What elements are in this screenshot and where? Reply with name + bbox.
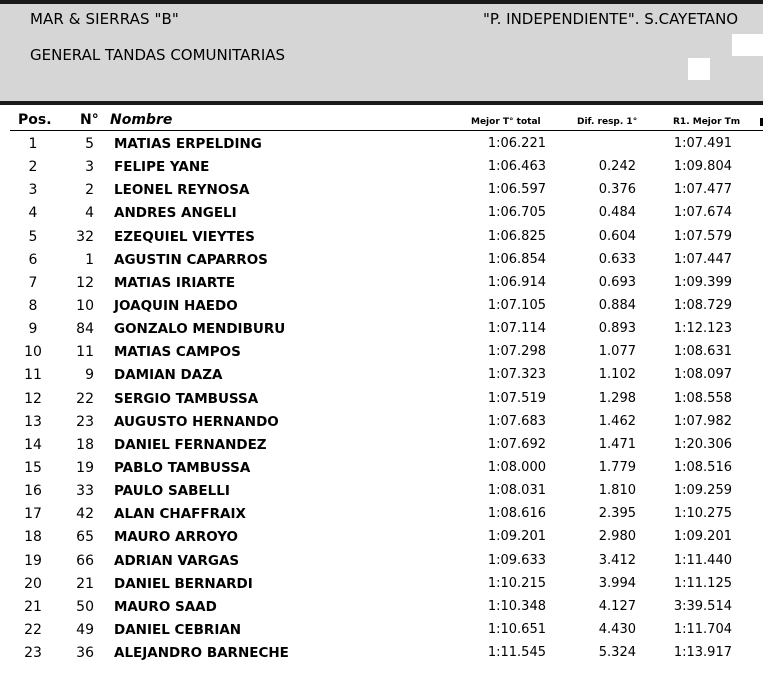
gap-cell: 1.077 <box>598 344 636 360</box>
driver-name-cell: GONZALO MENDIBURU <box>114 321 286 338</box>
best-time-cell: 1:07.519 <box>487 390 546 406</box>
position-cell: 14 <box>24 436 42 453</box>
best-time-cell: 1:09.633 <box>487 552 546 568</box>
car-number-cell: 49 <box>76 621 94 638</box>
best-time-cell: 1:07.692 <box>487 436 546 452</box>
logo-block-large <box>732 34 763 56</box>
column-header-r1-best: R1. Mejor Tm <box>673 117 741 127</box>
position-cell: 7 <box>28 274 38 291</box>
best-time-cell: 1:07.105 <box>487 297 546 313</box>
gap-cell: 3.412 <box>598 552 636 568</box>
car-number-cell: 2 <box>85 182 94 199</box>
best-time-cell: 1:06.705 <box>487 205 546 221</box>
driver-name-cell: LEONEL REYNOSA <box>114 182 250 199</box>
header-divider <box>0 101 763 105</box>
car-number-cell: 19 <box>76 459 94 476</box>
position-cell: 6 <box>28 251 38 268</box>
best-time-cell: 1:06.597 <box>487 182 546 198</box>
position-cell: 21 <box>24 598 42 615</box>
column-header-rule <box>10 130 763 131</box>
gap-cell: 2.395 <box>598 506 636 522</box>
position-cell: 1 <box>28 136 38 152</box>
r1-best-cell: 1:12.123 <box>673 321 732 337</box>
table-row <box>0 202 763 225</box>
table-row <box>0 526 763 549</box>
results-table <box>0 133 763 665</box>
r1-best-cell: 1:20.306 <box>673 436 732 452</box>
best-time-cell: 1:06.463 <box>487 159 546 175</box>
gap-cell: 0.242 <box>598 159 636 175</box>
r1-best-cell: 1:11.125 <box>673 575 732 591</box>
best-time-cell: 1:07.114 <box>487 321 546 337</box>
column-header-name: Nombre <box>110 112 173 128</box>
driver-name-cell: MATIAS ERPELDING <box>114 136 262 152</box>
car-number-cell: 21 <box>76 575 94 592</box>
r1-best-cell: 1:07.447 <box>673 251 732 267</box>
driver-name-cell: PABLO TAMBUSSA <box>114 459 251 476</box>
car-number-cell: 65 <box>76 529 94 546</box>
r1-best-cell: 1:11.704 <box>673 621 732 637</box>
driver-name-cell: ANDRES ANGELI <box>114 205 237 222</box>
car-number-cell: 3 <box>85 159 94 176</box>
car-number-cell: 5 <box>85 136 94 152</box>
gap-cell: 0.604 <box>598 228 636 244</box>
driver-name-cell: AGUSTIN CAPARROS <box>114 251 268 268</box>
driver-name-cell: AUGUSTO HERNANDO <box>114 413 279 430</box>
position-cell: 5 <box>28 228 38 245</box>
gap-cell: 0.884 <box>598 297 636 313</box>
circuit-title: "P. INDEPENDIENTE". S.CAYETANO <box>483 10 739 28</box>
position-cell: 12 <box>24 390 42 407</box>
r1-best-cell: 1:07.674 <box>673 205 732 221</box>
results-header <box>0 0 763 102</box>
car-number-cell: 32 <box>76 228 94 245</box>
gap-cell: 1.102 <box>598 367 636 383</box>
car-number-cell: 12 <box>76 274 94 291</box>
best-time-cell: 1:08.616 <box>487 506 546 522</box>
gap-cell: 1.298 <box>598 390 636 406</box>
car-number-cell: 66 <box>76 552 94 569</box>
table-row <box>0 642 763 665</box>
driver-name-cell: DANIEL FERNANDEZ <box>114 436 267 453</box>
driver-name-cell: MAURO ARROYO <box>114 529 239 546</box>
position-cell: 9 <box>28 321 38 338</box>
position-cell: 17 <box>24 506 42 523</box>
driver-name-cell: DANIEL CEBRIAN <box>114 621 242 638</box>
column-header-number: N° <box>80 112 99 128</box>
best-time-cell: 1:10.348 <box>487 598 546 614</box>
table-row <box>0 249 763 272</box>
table-row <box>0 179 763 202</box>
gap-cell: 4.430 <box>598 621 636 637</box>
car-number-cell: 10 <box>76 297 94 314</box>
r1-best-cell: 1:07.982 <box>673 413 732 429</box>
driver-name-cell: DAMIAN DAZA <box>114 367 223 384</box>
best-time-cell: 1:09.201 <box>487 529 546 545</box>
gap-cell: 1.471 <box>598 436 636 452</box>
best-time-cell: 1:08.000 <box>487 459 546 475</box>
position-cell: 3 <box>28 182 38 199</box>
best-time-cell: 1:06.221 <box>487 136 546 151</box>
table-row <box>0 364 763 387</box>
table-row <box>0 341 763 364</box>
driver-name-cell: MATIAS CAMPOS <box>114 344 241 361</box>
car-number-cell: 23 <box>76 413 94 430</box>
r1-best-cell: 1:13.917 <box>673 645 732 661</box>
r1-best-cell: 1:08.729 <box>673 297 732 313</box>
position-cell: 11 <box>24 367 42 384</box>
best-time-cell: 1:07.298 <box>487 344 546 360</box>
position-cell: 13 <box>24 413 42 430</box>
position-cell: 18 <box>24 529 42 546</box>
table-row <box>0 619 763 642</box>
gap-cell: 0.376 <box>598 182 636 198</box>
championship-title: MAR & SIERRAS "B" <box>30 10 179 28</box>
r1-best-cell: 1:08.097 <box>673 367 732 383</box>
position-cell: 4 <box>28 205 38 222</box>
gap-cell: 0.484 <box>598 205 636 221</box>
car-number-cell: 33 <box>76 483 94 500</box>
driver-name-cell: SERGIO TAMBUSSA <box>114 390 259 407</box>
driver-name-cell: PAULO SABELLI <box>114 483 230 500</box>
position-cell: 15 <box>24 459 42 476</box>
gap-cell: 1.779 <box>598 459 636 475</box>
table-row <box>0 318 763 341</box>
best-time-cell: 1:07.323 <box>487 367 546 383</box>
table-row <box>0 295 763 318</box>
driver-name-cell: JOAQUIN HAEDO <box>114 297 238 314</box>
best-time-cell: 1:06.854 <box>487 251 546 267</box>
driver-name-cell: EZEQUIEL VIEYTES <box>114 228 255 245</box>
gap-cell: 5.324 <box>598 645 636 661</box>
r1-best-cell: 1:09.259 <box>673 483 732 499</box>
car-number-cell: 11 <box>76 344 94 361</box>
car-number-cell: 22 <box>76 390 94 407</box>
position-cell: 8 <box>28 297 38 314</box>
r1-best-cell: 1:07.477 <box>673 182 732 198</box>
gap-cell: 2.980 <box>598 529 636 545</box>
car-number-cell: 18 <box>76 436 94 453</box>
gap-cell: 0.633 <box>598 251 636 267</box>
car-number-cell: 1 <box>85 251 94 268</box>
position-cell: 2 <box>28 159 38 176</box>
r1-best-cell: 1:08.516 <box>673 459 732 475</box>
driver-name-cell: ALAN CHAFFRAIX <box>114 506 246 523</box>
r1-best-cell: 1:10.275 <box>673 506 732 522</box>
position-cell: 16 <box>24 483 42 500</box>
car-number-cell: 42 <box>76 506 94 523</box>
driver-name-cell: DANIEL BERNARDI <box>114 575 253 592</box>
r1-best-cell: 1:08.558 <box>673 390 732 406</box>
r1-best-cell: 1:09.804 <box>673 159 732 175</box>
best-time-cell: 1:11.545 <box>487 645 546 661</box>
column-header-best-total: Mejor T° total <box>471 117 541 127</box>
table-row <box>0 457 763 480</box>
table-row <box>0 503 763 526</box>
r1-best-cell: 1:09.201 <box>673 529 732 545</box>
table-row <box>0 434 763 457</box>
r1-best-cell: 1:08.631 <box>673 344 732 360</box>
table-row <box>0 596 763 619</box>
gap-cell: 3.994 <box>598 575 636 591</box>
best-time-cell: 1:07.683 <box>487 413 546 429</box>
driver-name-cell: FELIPE YANE <box>114 159 210 176</box>
best-time-cell: 1:06.914 <box>487 274 546 290</box>
table-row <box>0 272 763 295</box>
table-row <box>0 388 763 411</box>
driver-name-cell: ALEJANDRO BARNECHE <box>114 645 289 662</box>
position-cell: 20 <box>24 575 42 592</box>
car-number-cell: 84 <box>76 321 94 338</box>
best-time-cell: 1:06.825 <box>487 228 546 244</box>
position-cell: 10 <box>24 344 42 361</box>
gap-cell: 0.893 <box>598 321 636 337</box>
r1-best-cell: 1:07.491 <box>673 136 732 151</box>
position-cell: 19 <box>24 552 42 569</box>
car-number-cell: 36 <box>76 645 94 662</box>
r1-best-cell: 1:11.440 <box>673 552 732 568</box>
r1-best-cell: 1:07.579 <box>673 228 732 244</box>
gap-cell: 0.693 <box>598 274 636 290</box>
r1-best-cell: 1:09.399 <box>673 274 732 290</box>
r1-best-cell: 3:39.514 <box>673 598 732 614</box>
gap-cell: 1.810 <box>598 483 636 499</box>
table-row <box>0 573 763 596</box>
position-cell: 23 <box>24 645 42 662</box>
best-time-cell: 1:10.215 <box>487 575 546 591</box>
car-number-cell: 9 <box>85 367 94 384</box>
position-cell: 22 <box>24 621 42 638</box>
logo-block-small <box>688 58 710 80</box>
session-title: GENERAL TANDAS COMUNITARIAS <box>30 46 286 64</box>
table-row <box>0 480 763 503</box>
table-row <box>0 411 763 434</box>
driver-name-cell: ADRIAN VARGAS <box>114 552 240 569</box>
column-header-pos: Pos. <box>18 112 52 128</box>
best-time-cell: 1:08.031 <box>487 483 546 499</box>
table-row <box>0 133 763 156</box>
driver-name-cell: MATIAS IRIARTE <box>114 274 236 291</box>
car-number-cell: 50 <box>76 598 94 615</box>
table-row <box>0 550 763 573</box>
gap-cell: 1.462 <box>598 413 636 429</box>
column-header-diff: Dif. resp. 1° <box>577 117 638 127</box>
table-row <box>0 156 763 179</box>
best-time-cell: 1:10.651 <box>487 621 546 637</box>
gap-cell: 4.127 <box>598 598 636 614</box>
driver-name-cell: MAURO SAAD <box>114 598 217 615</box>
table-row <box>0 226 763 249</box>
car-number-cell: 4 <box>85 205 94 222</box>
